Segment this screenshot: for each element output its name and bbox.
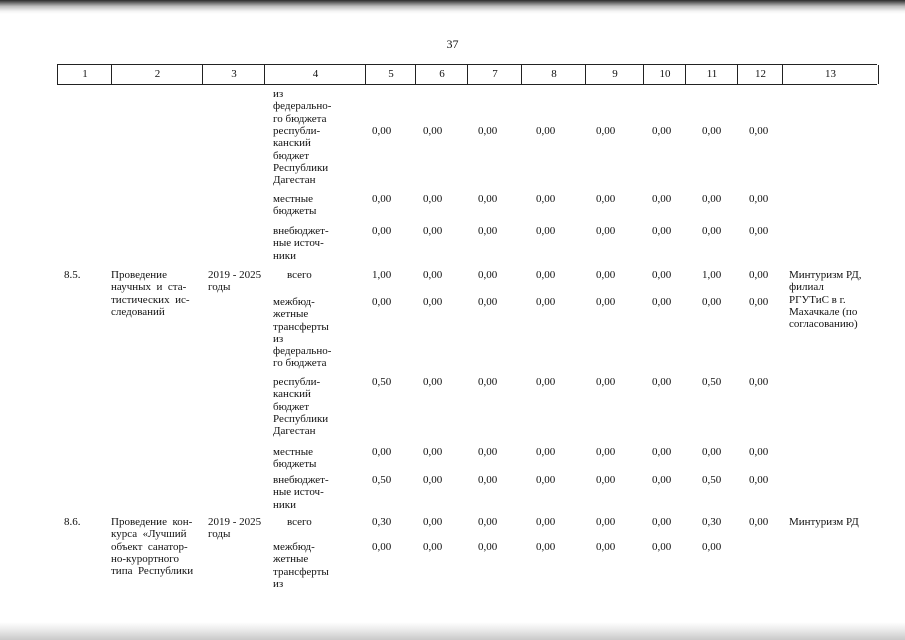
value-cell: 1,00 [702, 269, 722, 281]
source-label-extrabudget: внебюджет- ные источ- ники [273, 474, 329, 511]
value-cell: 0,00 [536, 125, 556, 137]
value-cell: 0,00 [652, 541, 672, 553]
value-cell: 0,00 [478, 516, 498, 528]
period-8-5: 2019 - 2025 годы [208, 269, 262, 294]
value-cell: 0,30 [372, 516, 392, 528]
value-cell: 0,00 [372, 541, 392, 553]
value-cell: 0,00 [596, 376, 616, 388]
value-cell: 0,00 [749, 296, 769, 308]
value-cell: 0,00 [749, 225, 769, 237]
value-cell: 0,00 [652, 474, 672, 486]
value-cell: 0,00 [596, 474, 616, 486]
value-cell: 0,00 [423, 446, 443, 458]
value-cell: 0,00 [536, 376, 556, 388]
value-cell: 0,00 [423, 296, 443, 308]
value-cell: 0,00 [596, 541, 616, 553]
value-cell: 0,00 [372, 193, 392, 205]
source-label-local: местные бюджеты [273, 193, 317, 218]
measure-name-8-5: Проведение научных и ста- тистических ис- следований [111, 269, 190, 318]
header-cell: 2 [111, 65, 203, 84]
value-cell: 0,00 [702, 125, 722, 137]
value-cell: 0,00 [478, 376, 498, 388]
value-cell: 0,00 [652, 296, 672, 308]
value-cell: 0,00 [652, 269, 672, 281]
value-cell: 0,00 [478, 446, 498, 458]
value-cell: 0,00 [749, 376, 769, 388]
value-cell: 0,00 [372, 296, 392, 308]
header-cell: 5 [365, 65, 416, 84]
value-cell: 0,00 [596, 193, 616, 205]
value-cell: 0,00 [478, 225, 498, 237]
value-cell: 0,00 [478, 269, 498, 281]
value-cell: 0,00 [372, 225, 392, 237]
value-cell: 0,00 [652, 125, 672, 137]
value-cell: 0,00 [702, 446, 722, 458]
source-label-republic: республи- канский бюджет Республики Дагестан [273, 125, 329, 187]
value-cell: 0,00 [478, 193, 498, 205]
header-cell: 13 [782, 65, 879, 84]
value-cell: 0,50 [702, 474, 722, 486]
value-cell: 0,00 [596, 125, 616, 137]
header-cell: 3 [202, 65, 265, 84]
value-cell: 0,00 [536, 474, 556, 486]
page-number: 37 [446, 37, 459, 51]
value-cell: 0,00 [423, 125, 443, 137]
value-cell: 0,00 [536, 193, 556, 205]
value-cell: 0,00 [536, 541, 556, 553]
header-cell: 8 [521, 65, 586, 84]
value-cell: 0,00 [478, 474, 498, 486]
value-cell: 0,00 [652, 225, 672, 237]
value-cell: 0,00 [423, 541, 443, 553]
source-label-federal: из федерально- го бюджета [273, 88, 332, 125]
period-8-6: 2019 - 2025 годы [208, 516, 262, 541]
source-label-republic: республи- канский бюджет Республики Дагестан [273, 376, 329, 438]
value-cell: 0,00 [749, 474, 769, 486]
value-cell: 0,00 [536, 296, 556, 308]
value-cell: 0,50 [372, 474, 392, 486]
value-cell: 0,00 [423, 225, 443, 237]
value-cell: 0,00 [702, 225, 722, 237]
value-cell: 0,00 [652, 376, 672, 388]
row-number-8-6: 8.6. [64, 516, 81, 528]
value-cell: 0,00 [478, 541, 498, 553]
scan-edge-top [0, 0, 905, 14]
value-cell: 0,00 [596, 516, 616, 528]
value-cell: 0,00 [596, 269, 616, 281]
header-cell: 11 [685, 65, 738, 84]
header-cell: 12 [737, 65, 783, 84]
value-cell: 0,00 [749, 516, 769, 528]
value-cell: 0,00 [423, 193, 443, 205]
header-cell: 1 [57, 65, 112, 84]
scan-edge-bottom [0, 622, 905, 640]
value-cell: 0,00 [652, 446, 672, 458]
value-cell: 0,00 [749, 125, 769, 137]
source-label-total: всего [287, 269, 312, 281]
value-cell: 0,30 [702, 516, 722, 528]
executor-8-5: Минтуризм РД, филиал РГУТиС в г. Махачкале (по согласованию) [789, 269, 862, 331]
value-cell: 0,00 [536, 269, 556, 281]
value-cell: 0,00 [536, 446, 556, 458]
row-number-8-5: 8.5. [64, 269, 81, 281]
value-cell: 0,00 [596, 446, 616, 458]
value-cell: 0,00 [596, 225, 616, 237]
source-label-local: местные бюджеты [273, 446, 317, 471]
value-cell: 0,00 [749, 446, 769, 458]
header-cell: 9 [585, 65, 644, 84]
value-cell: 0,00 [423, 516, 443, 528]
header-cell: 7 [467, 65, 522, 84]
value-cell: 0,00 [423, 269, 443, 281]
value-cell: 0,00 [749, 269, 769, 281]
value-cell: 0,00 [596, 296, 616, 308]
executor-8-6: Минтуризм РД [789, 516, 859, 528]
measure-name-8-6: Проведение кон- курса «Лучший объект санатор- но-курортного типа Республики [111, 516, 194, 578]
source-label-transfers: межбюд- жетные трансферты из [273, 541, 329, 590]
value-cell: 0,00 [478, 125, 498, 137]
value-cell: 0,50 [372, 376, 392, 388]
value-cell: 0,00 [702, 296, 722, 308]
value-cell: 0,00 [372, 125, 392, 137]
header-cell: 10 [643, 65, 686, 84]
value-cell: 0,00 [423, 474, 443, 486]
value-cell: 0,00 [652, 193, 672, 205]
value-cell: 0,00 [702, 541, 722, 553]
value-cell: 0,00 [652, 516, 672, 528]
value-cell: 0,00 [749, 193, 769, 205]
value-cell: 1,00 [372, 269, 392, 281]
value-cell: 0,00 [536, 516, 556, 528]
source-label-extrabudget: внебюджет- ные источ- ники [273, 225, 329, 262]
source-label-transfers: межбюд- жетные трансферты из федерально- го бюджета [273, 296, 332, 370]
header-cell: 4 [264, 65, 366, 84]
value-cell: 0,00 [372, 446, 392, 458]
value-cell: 0,00 [702, 193, 722, 205]
table-header-row [57, 64, 877, 85]
value-cell: 0,00 [478, 296, 498, 308]
value-cell: 0,00 [536, 225, 556, 237]
header-cell: 6 [415, 65, 468, 84]
value-cell: 0,50 [702, 376, 722, 388]
source-label-total: всего [287, 516, 312, 528]
value-cell: 0,00 [423, 376, 443, 388]
